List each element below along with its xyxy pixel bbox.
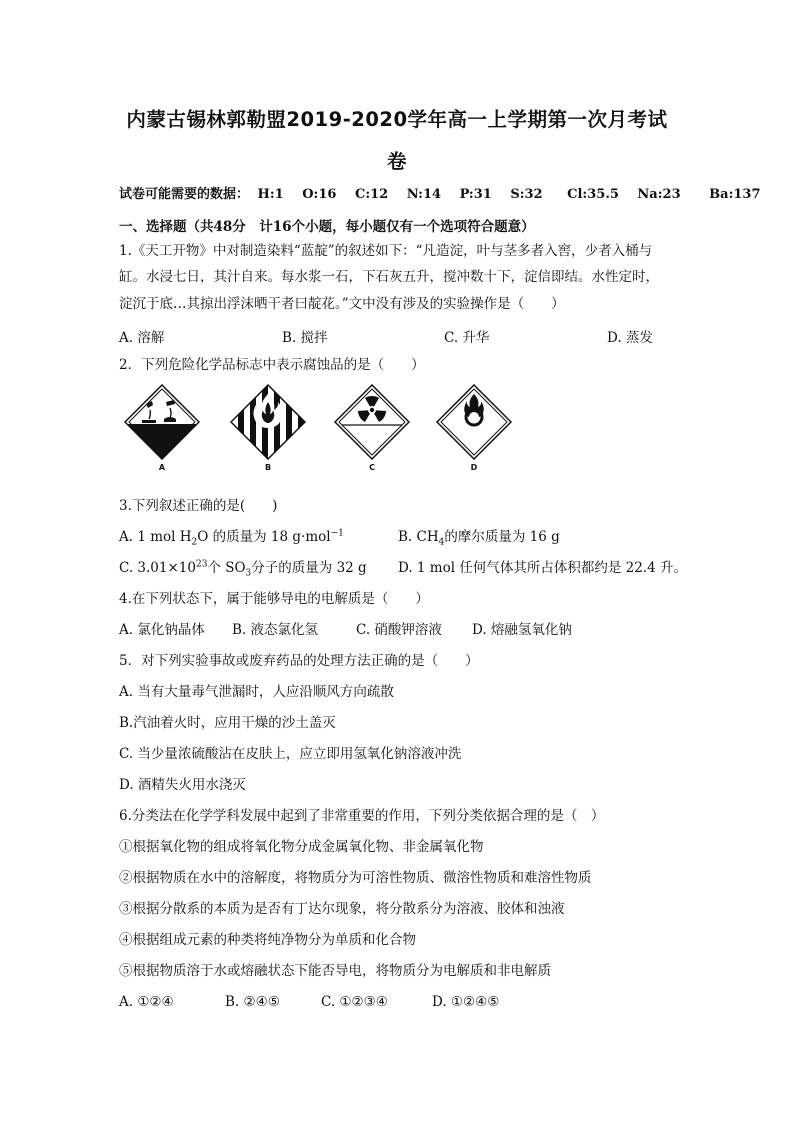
- q5-option-b: B.汽油着火时，应用干燥的沙土盖灭: [119, 715, 336, 731]
- atomic-mass-item: C:12: [354, 187, 389, 202]
- q3-option-a: [119, 528, 344, 546]
- subscript: 3: [245, 568, 252, 579]
- superscript: −1: [330, 528, 344, 539]
- hazard-sign-a: [124, 384, 200, 474]
- q6-item: ④根据组成元素的种类将纯净物分为单质和化合物: [119, 932, 416, 948]
- q1-line2: 缸。水浸七日，其汁自来。每水浆一石，下石灰五升，搅冲数十下，淀信即结。水性定时，: [119, 269, 659, 285]
- exam-title-line1: 内蒙古锡林郭勒盟2019-2020学年高一上学期第一次月考试: [126, 108, 668, 131]
- hazard-sign-label: B: [264, 463, 272, 472]
- hazard-sign-label: A: [158, 463, 166, 472]
- q4-option-c: C. 硝酸钾溶液: [356, 622, 442, 638]
- q6-option-a: A. ①②④: [119, 994, 174, 1010]
- corrosive-sign-icon: [124, 384, 200, 460]
- exam-title-line2: 卷: [386, 150, 407, 173]
- text-part: B. CH: [398, 529, 439, 545]
- hazard-sign-b: [230, 384, 306, 474]
- text-part: C. 3.01×10: [119, 560, 196, 576]
- oxidizer-sign-icon: [436, 384, 512, 460]
- q6-text: 6.分类法在化学学科发展中起到了非常重要的作用，下列分类依据合理的是（ ）: [119, 808, 605, 824]
- text-part: A. 1 mol H: [119, 529, 192, 545]
- text-part: 个 SO: [207, 560, 246, 576]
- q6-item: ③根据分散系的本质为是否有丁达尔现象，将分散系分为溶液、胶体和浊液: [119, 901, 565, 917]
- atomic-mass-label: 试卷可能需要的数据：: [119, 187, 250, 202]
- q1-option-a: A. 溶解: [119, 330, 165, 346]
- radioactive-sign-icon: [334, 384, 410, 460]
- atomic-mass-item: Na:23: [637, 187, 681, 202]
- q5-text: 5．对下列实验事故或废弃药品的处理方法正确的是（ ）: [119, 653, 479, 669]
- hazard-signs: [124, 384, 524, 474]
- q6-item: ①根据氧化物的组成将氧化物分成金属氧化物、非金属氧化物: [119, 839, 484, 855]
- q1-option-c: C. 升华: [444, 330, 490, 346]
- text-part: O 的质量为 18 g·mol: [197, 529, 331, 545]
- hazard-sign-label: D: [470, 463, 478, 472]
- section-heading: 一、选择题（共48分 计16个小题，每小题仅有一个选项符合题意）: [119, 219, 535, 235]
- q3-text: 3.下列叙述正确的是( ): [119, 498, 278, 514]
- q1-line3: 淀沉于底…其掠出浮沫晒干者曰靛花。”文中没有涉及的实验操作是（ ）: [119, 296, 565, 312]
- text-part: 的摩尔质量为 16 g: [444, 529, 560, 545]
- q4-text: 4.在下列状态下，属于能够导电的电解质是（ ）: [119, 591, 429, 607]
- atomic-mass-item: O:16: [302, 187, 337, 202]
- q4-option-a: A. 氯化钠晶体: [119, 622, 205, 638]
- q6-item: ②根据物质在水中的溶解度，将物质分为可溶性物质、微溶性物质和难溶性物质: [119, 870, 592, 886]
- superscript: 23: [195, 559, 208, 570]
- q6-item: ⑤根据物质溶于水或熔融状态下能否导电，将物质分为电解质和非电解质: [119, 963, 551, 979]
- q3-option-b: [398, 528, 560, 546]
- q6-option-b: B. ②④⑤: [225, 994, 280, 1010]
- q1-option-d: D. 蒸发: [607, 330, 653, 346]
- q6-option-d: D. ①②④⑤: [432, 994, 500, 1010]
- atomic-mass-item: Cl:35.5: [567, 187, 619, 202]
- q5-option-c: C. 当少量浓硫酸沾在皮肤上，应立即用氢氧化钠溶液冲洗: [119, 746, 462, 762]
- q6-option-c: C. ①②③④: [321, 994, 388, 1010]
- text-part: 分子的质量为 32 g: [251, 560, 367, 576]
- q5-option-d: D. 酒精失火用水浇灭: [119, 777, 246, 793]
- atomic-mass-item: H:1: [257, 187, 284, 202]
- q1-option-b: B. 搅拌: [282, 330, 328, 346]
- atomic-mass-data: [119, 186, 773, 204]
- atomic-mass-item: Ba:137: [709, 187, 761, 202]
- hazard-sign-d: [436, 384, 512, 474]
- explosive-sign-icon: [230, 384, 306, 460]
- subscript: 2: [191, 537, 198, 548]
- hazard-sign-c: [334, 384, 410, 474]
- atomic-mass-item: N:14: [406, 187, 442, 202]
- q3-option-d: D. 1 mol 任何气体其所占体积都约是 22.4 升。: [398, 560, 687, 576]
- subscript: 4: [438, 537, 445, 548]
- atomic-mass-item: P:31: [459, 187, 492, 202]
- q1-line1: 1.《天工开物》中对制造染料“蓝靛”的叙述如下：“凡造淀，叶与茎多者入窖，少者入桶与: [119, 243, 653, 259]
- q2-text: 2．下列危险化学品标志中表示腐蚀品的是（ ）: [119, 357, 425, 373]
- atomic-mass-item: S:32: [510, 187, 543, 202]
- q4-option-d: D. 熔融氢氧化钠: [472, 622, 572, 638]
- hazard-sign-label: C: [369, 463, 375, 472]
- q4-option-b: B. 液态氯化氢: [232, 622, 319, 638]
- q5-option-a: A. 当有大量毒气泄漏时，人应沿顺风方向疏散: [119, 684, 394, 700]
- q3-option-c: [119, 559, 367, 577]
